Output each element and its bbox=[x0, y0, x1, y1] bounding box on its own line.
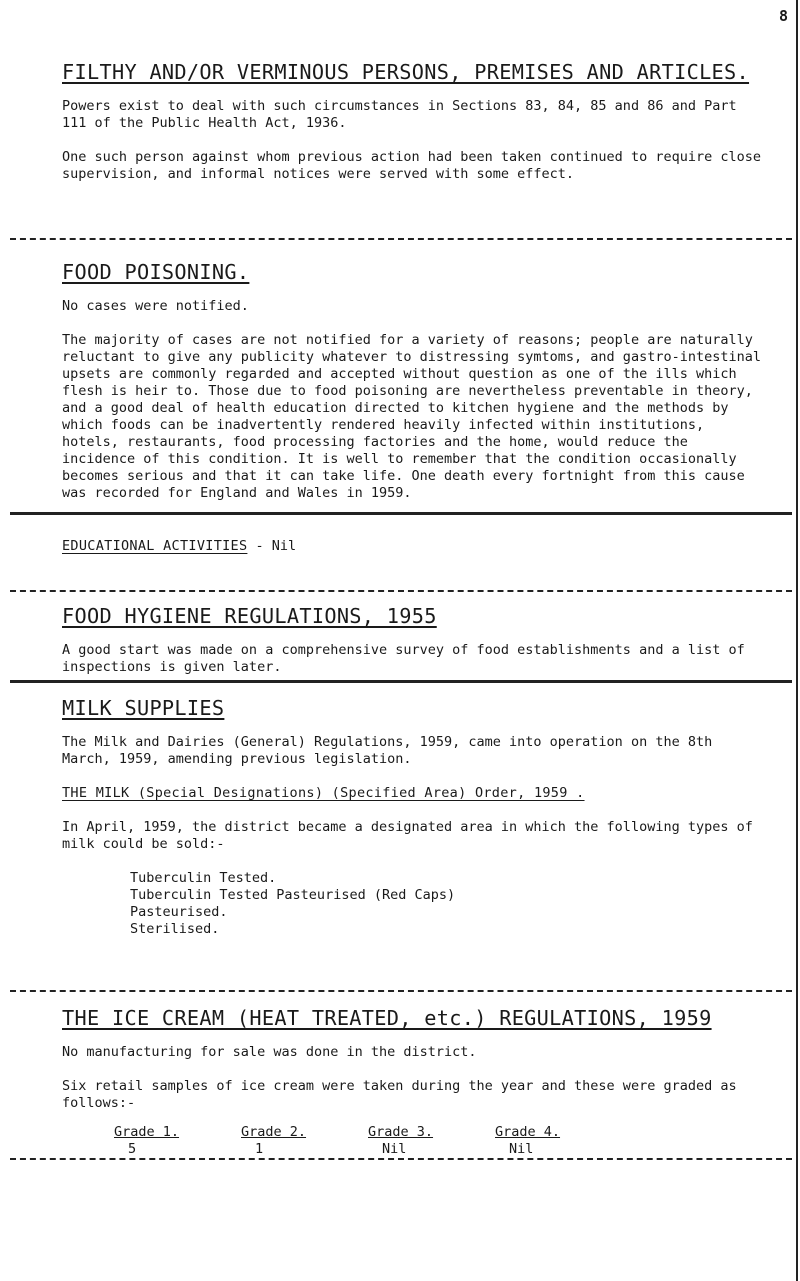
food-poisoning-heading: FOOD POISONING. bbox=[62, 260, 250, 284]
food-hygiene-section bbox=[62, 604, 762, 676]
ice-cream-heading: THE ICE CREAM (HEAT TREATED, etc.) REGULATIONS, 1959 bbox=[62, 1006, 712, 1030]
filthy-persons-para-1: Powers exist to deal with such circumstances in Sections 83, 84, 85 and 86 and Part 111 of the Public Health Act, 1936. bbox=[62, 98, 737, 131]
section-divider bbox=[10, 680, 792, 683]
section-divider bbox=[10, 512, 792, 515]
milk-type-item: Sterilised. bbox=[130, 921, 220, 937]
educational-section bbox=[62, 538, 762, 555]
milk-type-item: Tuberculin Tested. bbox=[130, 870, 277, 886]
milk-supplies-para-2: In April, 1959, the district became a designated area in which the following types of milk could be sold:- bbox=[62, 819, 753, 852]
filthy-persons-heading: FILTHY AND/OR VERMINOUS PERSONS, PREMISES AND ARTICLES. bbox=[62, 60, 750, 84]
food-poisoning-para-2: The majority of cases are not notified for a variety of reasons; people are naturally reluctant to give any publicity whatever to distressing symtoms, and gastro-intestinal upsets are commonly regarded and accepted without question as one of the ills which flesh is heir to. Those due to food poisoning are nevertheless preventable in theory, and a good deal of health education directed to kitchen hygiene and the methods by which foods can be inadvertently rendered heavily infected within institutions, hotels, restaurants, food processing factories and the home, would reduce the incidence of this condition. It is well to remember that the condition occasionally becomes serious and that it can take life. One death every fortnight from this cause was recorded for England and Wales in 1959. bbox=[62, 332, 761, 501]
section-divider bbox=[10, 238, 792, 240]
page-number: 8 bbox=[778, 7, 788, 25]
educational-status: - Nil bbox=[247, 538, 297, 554]
food-hygiene-para-1: A good start was made on a comprehensive survey of food establishments and a list of inspections is given later. bbox=[62, 642, 745, 675]
filthy-persons-para-2: One such person against whom previous action had been taken continued to require close supervision, and informal notices were served with some effect. bbox=[62, 149, 761, 182]
grade-column bbox=[114, 1124, 241, 1158]
grade-value: Nil bbox=[382, 1141, 407, 1157]
food-poisoning-section bbox=[62, 260, 762, 502]
ice-cream-para-1: No manufacturing for sale was done in the district. bbox=[62, 1044, 477, 1060]
section-divider bbox=[10, 990, 792, 992]
ice-cream-grades bbox=[62, 1124, 762, 1158]
grade-column bbox=[495, 1124, 622, 1158]
milk-type-item: Tuberculin Tested Pasteurised (Red Caps) bbox=[130, 887, 456, 903]
milk-supplies-heading: MILK SUPPLIES bbox=[62, 696, 225, 720]
grade-label: Grade 2. bbox=[241, 1124, 307, 1140]
milk-supplies-para-1: The Milk and Dairies (General) Regulations, 1959, came into operation on the 8th March, 1959, amending previous legislation. bbox=[62, 734, 713, 767]
grade-value: Nil bbox=[509, 1141, 534, 1157]
milk-order-heading: THE MILK (Special Designations) (Specified Area) Order, 1959 . bbox=[62, 785, 585, 801]
milk-type-item: Pasteurised. bbox=[130, 904, 228, 920]
milk-supplies-section bbox=[62, 696, 762, 938]
grade-label: Grade 3. bbox=[368, 1124, 434, 1140]
ice-cream-para-2: Six retail samples of ice cream were taken during the year and these were graded as follows:- bbox=[62, 1078, 737, 1111]
grade-label: Grade 4. bbox=[495, 1124, 561, 1140]
grade-value: 5 bbox=[128, 1141, 137, 1157]
grade-column bbox=[241, 1124, 368, 1158]
page-edge-rule bbox=[796, 0, 798, 1281]
milk-types-list bbox=[62, 870, 762, 938]
grade-value: 1 bbox=[255, 1141, 264, 1157]
ice-cream-section bbox=[62, 1006, 762, 1158]
section-divider bbox=[10, 590, 792, 592]
section-divider bbox=[10, 1158, 792, 1160]
food-hygiene-heading: FOOD HYGIENE REGULATIONS, 1955 bbox=[62, 604, 437, 628]
grade-column bbox=[368, 1124, 495, 1158]
food-poisoning-para-1: No cases were notified. bbox=[62, 298, 249, 314]
educational-line bbox=[62, 538, 762, 555]
educational-heading: EDUCATIONAL ACTIVITIES bbox=[62, 538, 248, 554]
grade-label: Grade 1. bbox=[114, 1124, 180, 1140]
filthy-persons-section bbox=[62, 60, 762, 183]
